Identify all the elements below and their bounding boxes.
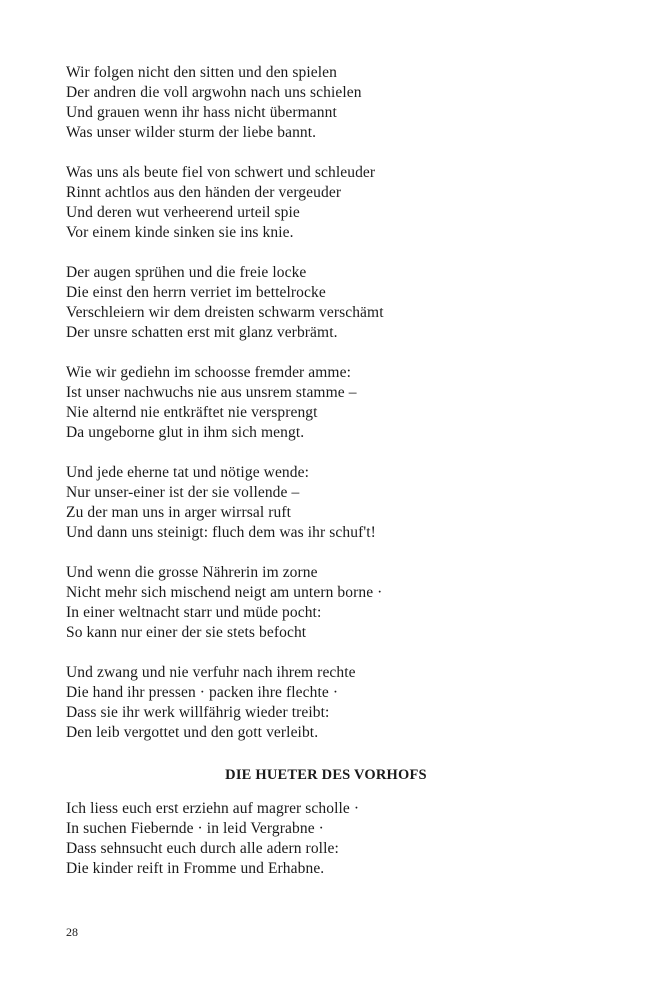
poem-title: DIE HUETER DES VORHOFS	[225, 767, 427, 783]
page-number: 28	[66, 925, 78, 939]
verse-line: Verschleiern wir dem dreisten schwarm verschämt	[66, 304, 384, 321]
verse-line: Der augen sprühen und die freie locke	[66, 264, 307, 281]
poem-body	[66, 63, 606, 763]
verse-line: Und dann uns steinigt: fluch dem was ihr schuf't!	[66, 524, 376, 541]
verse-line: Die kinder reift in Fromme und Erhabne.	[66, 860, 325, 877]
verse-line: Nur unser-einer ist der sie vollende –	[66, 484, 300, 501]
verse-line: Und jede eherne tat und nötige wende:	[66, 464, 310, 481]
verse-line: Zu der man uns in arger wirrsal ruft	[66, 504, 291, 521]
stanza-next-1	[66, 799, 606, 879]
verse-line: Den leib vergottet und den gott verleibt.	[66, 724, 319, 741]
verse-line: So kann nur einer der sie stets befocht	[66, 624, 307, 641]
verse-line: In suchen Fiebernde · in leid Vergrabne ·	[66, 820, 324, 837]
verse-line: Da ungeborne glut in ihm sich mengt.	[66, 424, 305, 441]
stanza-6	[66, 563, 606, 643]
verse-line: Nie alternd nie entkräftet nie versprengt	[66, 404, 318, 421]
verse-line: Wie wir gediehn im schoosse fremder amme:	[66, 364, 351, 381]
stanza-2	[66, 163, 606, 243]
verse-line: Die hand ihr pressen · packen ihre flechte ·	[66, 684, 339, 701]
stanza-5	[66, 463, 606, 543]
verse-line: Nicht mehr sich mischend neigt am untern borne ·	[66, 584, 383, 601]
verse-line: Und deren wut verheerend urteil spie	[66, 204, 300, 221]
verse-line: Ich liess euch erst erziehn auf magrer scholle ·	[66, 800, 360, 817]
verse-line: Der unsre schatten erst mit glanz verbrämt.	[66, 324, 338, 341]
next-poem-body	[66, 799, 606, 899]
verse-line: Was uns als beute fiel von schwert und schleuder	[66, 164, 376, 181]
verse-line: Und zwang und nie verfuhr nach ihrem rechte	[66, 664, 356, 681]
verse-line: Und grauen wenn ihr hass nicht übermannt	[66, 104, 337, 121]
stanza-4	[66, 363, 606, 443]
verse-line: Dass sie ihr werk willfährig wieder treibt:	[66, 704, 330, 721]
verse-line: Und wenn die grosse Nährerin im zorne	[66, 564, 318, 581]
verse-line: Was unser wilder sturm der liebe bannt.	[66, 124, 317, 141]
verse-line: In einer weltnacht starr und müde pocht:	[66, 604, 322, 621]
verse-line: Wir folgen nicht den sitten und den spielen	[66, 64, 337, 81]
verse-line: Ist unser nachwuchs nie aus unsrem stamme –	[66, 384, 357, 401]
stanza-7	[66, 663, 606, 743]
stanza-1	[66, 63, 606, 143]
verse-line: Die einst den herrn verriet im bettelrocke	[66, 284, 326, 301]
verse-line: Der andren die voll argwohn nach uns schielen	[66, 84, 362, 101]
verse-line: Rinnt achtlos aus den händen der vergeuder	[66, 184, 342, 201]
verse-line: Dass sehnsucht euch durch alle adern rolle:	[66, 840, 339, 857]
verse-line: Vor einem kinde sinken sie ins knie.	[66, 224, 294, 241]
stanza-3	[66, 263, 606, 343]
